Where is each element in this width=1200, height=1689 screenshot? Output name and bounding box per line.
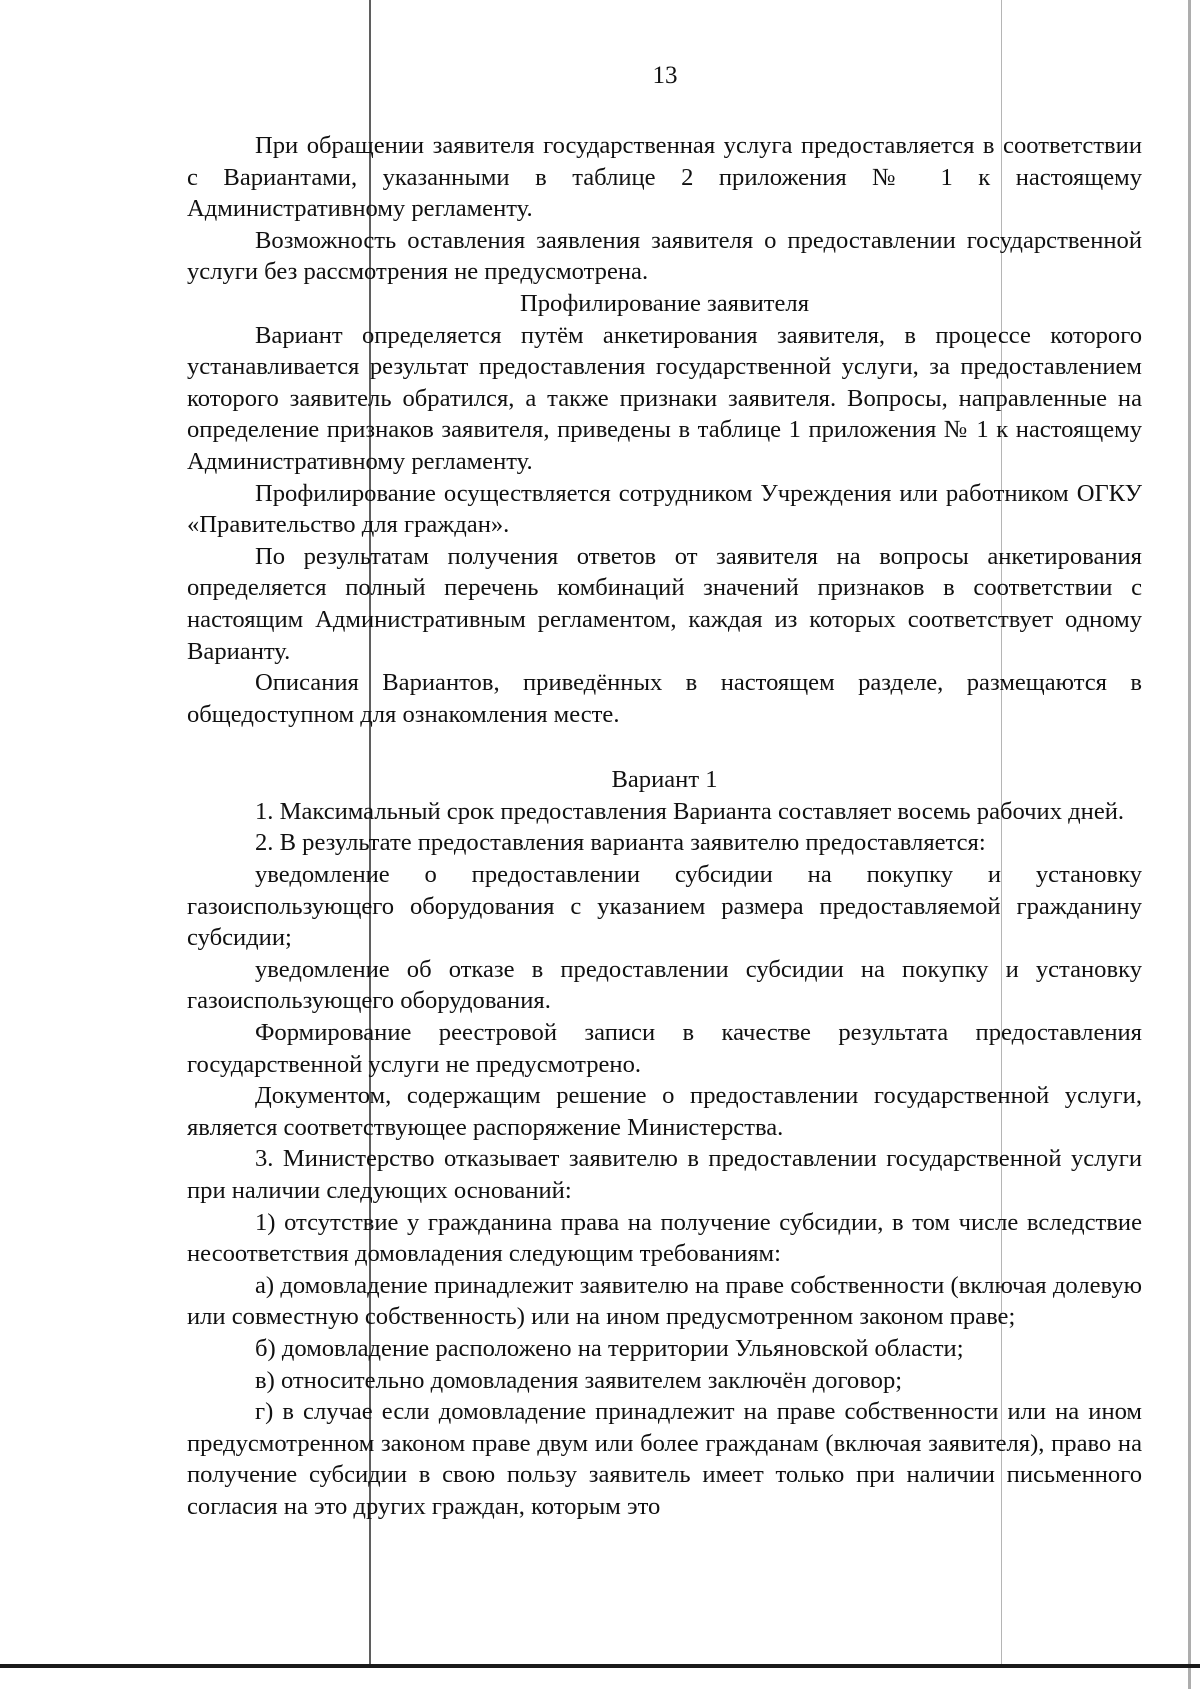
document-body	[187, 130, 1142, 1523]
paragraph: Вариант определяется путём анкетирования заявителя, в процессе которого устанавливается результат предоставления государственной услуги, за предоставлением которого заявитель обратился, а также признаки заявителя. Вопросы, направленные на определение признаков заявителя, приведены в таблице 1 приложения № 1 к настоящему Административному регламенту.	[187, 321, 1142, 475]
paragraph: 1. Максимальный срок предоставления Варианта составляет восемь рабочих дней.	[255, 797, 1125, 825]
page-number: 13	[652, 62, 678, 89]
paragraph: При обращении заявителя государственная услуга предоставляется в соответствии с Вариантами, указанными в таблице 2 приложения № 1 к настоящему Административному регламенту.	[187, 132, 1142, 223]
scan-artifact-edge	[0, 1664, 1200, 1668]
paragraph: 2. В результате предоставления варианта заявителю предоставляется:	[255, 829, 986, 857]
paragraph: Формирование реестровой записи в качестве результата предоставления государственной услуги не предусмотрено.	[187, 1019, 1142, 1078]
scan-artifact-edge	[1188, 0, 1191, 1689]
paragraph: Возможность оставления заявления заявителя о предоставлении государственной услуги без рассмотрения не предусмотрена.	[187, 226, 1142, 286]
paragraph: в) относительно домовладения заявителем заключён договор;	[255, 1366, 903, 1394]
paragraph: Описания Вариантов, приведённых в настоящем разделе, размещаются в общедоступном для ознакомления месте.	[187, 669, 1142, 728]
paragraph: 3. Министерство отказывает заявителю в предоставлении государственной услуги при наличии следующих оснований:	[187, 1145, 1142, 1204]
paragraph: По результатам получения ответов от заявителя на вопросы анкетирования определяется полный перечень комбинаций значений признаков в соответствии с настоящим Административным регламентом, каждая из которых соответствует одному Варианту.	[187, 542, 1142, 665]
paragraph: г) в случае если домовладение принадлежит на праве собственности или на ином предусмотренном законом праве двум или более гражданам (включая заявителя), право на получение субсидии в свою пользу заявитель имеет только при наличии письменного согласия на это других граждан, которым это	[187, 1398, 1142, 1520]
variant-heading: Вариант 1	[611, 766, 718, 794]
paragraph: б) домовладение расположено на территории Ульяновской области;	[255, 1334, 964, 1362]
paragraph: уведомление о предоставлении субсидии на покупку и установку газоиспользующего оборудования с указанием размера предоставляемой гражданину субсидии;	[187, 861, 1142, 952]
paragraph: Документом, содержащим решение о предоставлении государственной услуги, является соответствующее распоряжение Министерства.	[187, 1082, 1142, 1141]
paragraph: 1) отсутствие у гражданина права на получение субсидии, в том числе вследствие несоответствия домовладения следующим требованиям:	[187, 1208, 1142, 1268]
paragraph: а) домовладение принадлежит заявителю на праве собственности (включая долевую или совместную собственность) или на ином предусмотренном законом праве;	[187, 1271, 1142, 1331]
section-heading: Профилирование заявителя	[519, 289, 810, 317]
paragraph: Профилирование осуществляется сотрудником Учреждения или работником ОГКУ «Правительство для граждан».	[187, 479, 1142, 539]
paragraph: уведомление об отказе в предоставлении субсидии на покупку и установку газоиспользующего оборудования.	[187, 955, 1142, 1015]
